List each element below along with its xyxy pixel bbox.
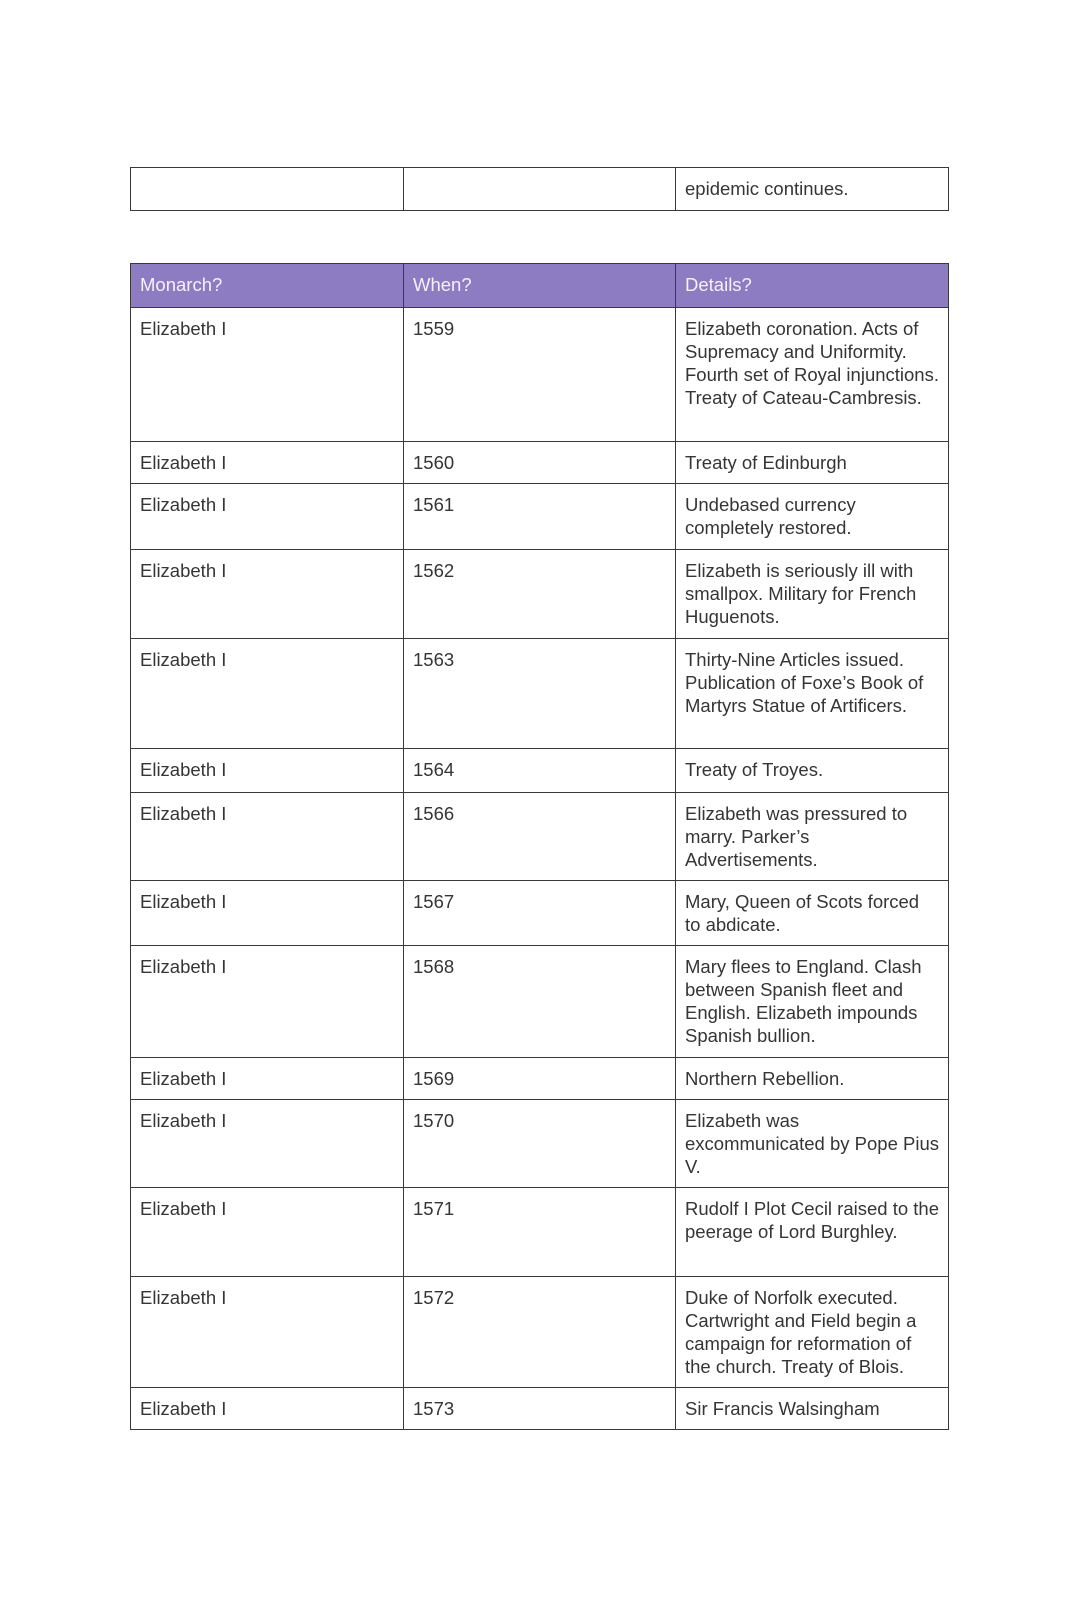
table-body bbox=[131, 308, 949, 1430]
table-row bbox=[131, 639, 949, 749]
cell-when: 1572 bbox=[404, 1277, 676, 1388]
cell-when bbox=[404, 168, 676, 211]
cell-monarch: Elizabeth I bbox=[131, 1188, 404, 1277]
table-row bbox=[131, 1058, 949, 1100]
elizabeth-timeline-table bbox=[130, 263, 949, 1430]
cell-details: Treaty of Edinburgh bbox=[676, 442, 949, 484]
cell-when: 1560 bbox=[404, 442, 676, 484]
cell-monarch: Elizabeth I bbox=[131, 1277, 404, 1388]
cell-when: 1571 bbox=[404, 1188, 676, 1277]
cell-when: 1568 bbox=[404, 946, 676, 1058]
cell-when: 1563 bbox=[404, 639, 676, 749]
cell-when: 1562 bbox=[404, 550, 676, 639]
cell-when: 1569 bbox=[404, 1058, 676, 1100]
table-row bbox=[131, 946, 949, 1058]
table-row bbox=[131, 484, 949, 550]
table-row bbox=[131, 442, 949, 484]
header-details: Details? bbox=[676, 264, 949, 308]
table-row bbox=[131, 1100, 949, 1188]
cell-when: 1573 bbox=[404, 1388, 676, 1430]
cell-details: Thirty-Nine Articles issued. Publication of Foxe’s Book of Martyrs Statue of Artificers. bbox=[676, 639, 949, 749]
table-row bbox=[131, 1277, 949, 1388]
table-row bbox=[131, 749, 949, 793]
table-header bbox=[131, 264, 949, 308]
cell-when: 1566 bbox=[404, 793, 676, 881]
table-row bbox=[131, 550, 949, 639]
cell-monarch: Elizabeth I bbox=[131, 442, 404, 484]
table-row bbox=[131, 308, 949, 442]
cell-monarch: Elizabeth I bbox=[131, 308, 404, 442]
cell-details: Elizabeth is seriously ill with smallpox. Military for French Huguenots. bbox=[676, 550, 949, 639]
cell-when: 1561 bbox=[404, 484, 676, 550]
cell-monarch: Elizabeth I bbox=[131, 1100, 404, 1188]
cell-details: Mary, Queen of Scots forced to abdicate. bbox=[676, 881, 949, 946]
header-when: When? bbox=[404, 264, 676, 308]
header-row bbox=[131, 264, 949, 308]
cell-details: Mary flees to England. Clash between Spanish fleet and English. Elizabeth impounds Spanish bullion. bbox=[676, 946, 949, 1058]
cell-monarch: Elizabeth I bbox=[131, 946, 404, 1058]
table-row bbox=[131, 793, 949, 881]
header-monarch: Monarch? bbox=[131, 264, 404, 308]
cell-when: 1570 bbox=[404, 1100, 676, 1188]
cell-when: 1567 bbox=[404, 881, 676, 946]
table-row bbox=[131, 168, 949, 211]
cell-details: Rudolf I Plot Cecil raised to the peerage of Lord Burghley. bbox=[676, 1188, 949, 1277]
cell-when: 1559 bbox=[404, 308, 676, 442]
previous-timeline-table-continuation bbox=[130, 167, 949, 211]
cell-monarch: Elizabeth I bbox=[131, 1388, 404, 1430]
cell-monarch bbox=[131, 168, 404, 211]
cell-monarch: Elizabeth I bbox=[131, 550, 404, 639]
cell-monarch: Elizabeth I bbox=[131, 639, 404, 749]
cell-details: Undebased currency completely restored. bbox=[676, 484, 949, 550]
cell-when: 1564 bbox=[404, 749, 676, 793]
cell-details: epidemic continues. bbox=[676, 168, 949, 211]
table-row bbox=[131, 881, 949, 946]
cell-details: Sir Francis Walsingham bbox=[676, 1388, 949, 1430]
previous-table-body bbox=[131, 168, 949, 211]
cell-details: Northern Rebellion. bbox=[676, 1058, 949, 1100]
cell-details: Duke of Norfolk executed. Cartwright and Field begin a campaign for reformation of the church. Treaty of Blois. bbox=[676, 1277, 949, 1388]
cell-monarch: Elizabeth I bbox=[131, 484, 404, 550]
cell-monarch: Elizabeth I bbox=[131, 881, 404, 946]
cell-monarch: Elizabeth I bbox=[131, 1058, 404, 1100]
cell-details: Elizabeth coronation. Acts of Supremacy and Uniformity. Fourth set of Royal injunctions. Treaty of Cateau-Cambresis. bbox=[676, 308, 949, 442]
cell-details: Treaty of Troyes. bbox=[676, 749, 949, 793]
table-row bbox=[131, 1188, 949, 1277]
cell-monarch: Elizabeth I bbox=[131, 749, 404, 793]
cell-monarch: Elizabeth I bbox=[131, 793, 404, 881]
table-row bbox=[131, 1388, 949, 1430]
cell-details: Elizabeth was excommunicated by Pope Pius V. bbox=[676, 1100, 949, 1188]
cell-details: Elizabeth was pressured to marry. Parker’s Advertisements. bbox=[676, 793, 949, 881]
